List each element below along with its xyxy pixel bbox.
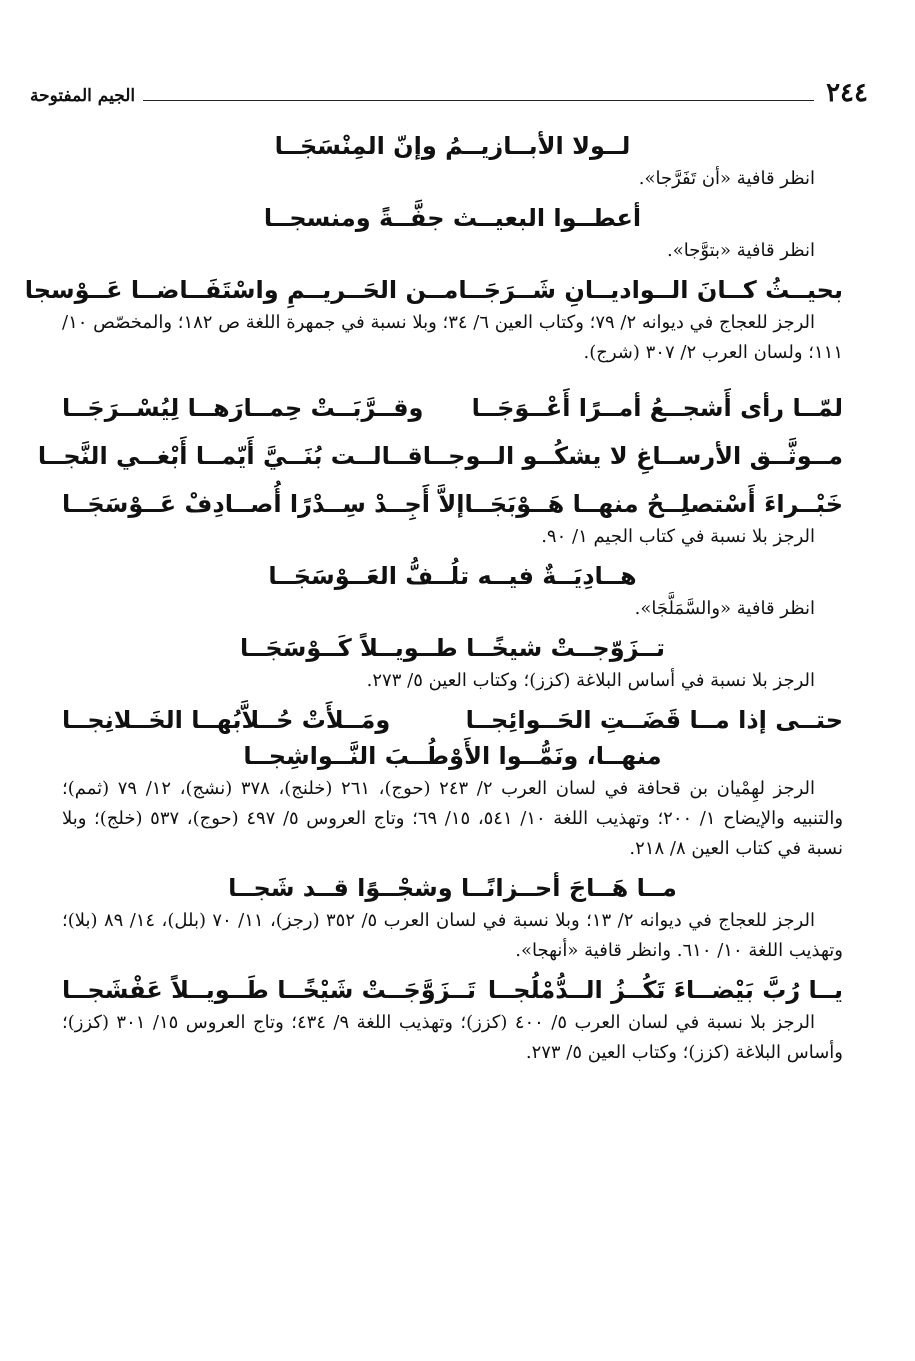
running-title: الجيم المفتوحة <box>30 86 136 106</box>
couplet-5-first-hemistich: حتــى إذا مــا قَضَــتِ الحَــوائِجــا <box>465 706 843 734</box>
couplet-2-first-hemistich: لمّــا رأى أَشجــعُ أمــرًا أَعْــوَجَــا <box>471 394 843 422</box>
couplet-1-first-hemistich: بحيــثُ كــانَ الــواديــانِ شَــرَجَــا <box>458 276 843 304</box>
note-6: الرجز بلا نسبة في أساس البلاغة (كزز)؛ وكتاب العين ٥/ ٢٧٣. <box>366 670 815 691</box>
verse-6: مــا هَــاجَ أحــزانًــا وشجْــوًا قــد شَجــا <box>228 874 677 902</box>
note-8: الرجز للعجاج في ديوانه ٢/ ١٣؛ وبلا نسبة في لسان العرب ٥/ ٣٥٢ (رجز)، ١١/ ٧٠ (بلل)، ١٤/ ٨٩ (بلا)؛ وتهذيب اللغة ١٠/ ٦١٠. وانظر قافية «أنهجا». <box>62 910 843 961</box>
note-3: الرجز للعجاج في ديوانه ٢/ ٧٩؛ وكتاب العين ٦/ ٣٤؛ وبلا نسبة في جمهرة اللغة ص ١٨٢؛ والمخصّص ١٠/ ١١١؛ ولسان العرب ٢/ ٣٠٧ (شرج). <box>62 312 843 363</box>
couplet-1 <box>24 272 843 308</box>
couplet-3-first-hemistich: مــوثَّــق الأرســاغِ لا يشكُــو الــوجــا <box>422 442 843 470</box>
verse-2: أعطــوا البعيــث جفَّــةً ومنسجــا <box>263 204 642 232</box>
page-header <box>30 76 868 106</box>
note-2: انظر قافية «بتوَّجا». <box>666 240 815 261</box>
page-number: ٢٤٤ <box>826 78 868 108</box>
note-9: الرجز بلا نسبة في لسان العرب ٥/ ٤٠٠ (كزز)؛ وتهذيب اللغة ٩/ ٤٣٤؛ وتاج العروس ١٥/ ٣٠١ (كزز)؛ وأساس البلاغة (كزز)؛ وكتاب العين ٥/ ٢٧٣. <box>62 1012 843 1063</box>
verse-4: تــزَوّجــتْ شيخًــا طــويــلاً كَــوْسَجَــا <box>240 634 665 662</box>
couplet-5-second-hemistich: ومَــلأَتْ حُــلاَّبُهــا الخَــلانِجــا <box>62 706 391 734</box>
couplet-2-second-hemistich: وقــرَّبَــتْ حِمــارَهــا لِيُسْــرَجَــا <box>62 394 424 422</box>
note-4: الرجز بلا نسبة في كتاب الجيم ١/ ٩٠. <box>541 526 815 547</box>
couplet-6-second-hemistich: تَــزَوَّجَــتْ شَيْخًــا طَــويــلاً عَفْشَجــا <box>62 976 477 1004</box>
couplet-1-second-hemistich: مــن الحَــريــمِ واسْتَفَــاضــا عَــوْسجا <box>24 276 459 304</box>
couplet-4-first-hemistich: خَبْــراءَ أَسْتصلِــحُ منهــا هَــوْبَجَــا <box>464 490 843 518</box>
couplet-5 <box>62 702 843 738</box>
note-7: الرجز لهِمْيان بن قحافة في لسان العرب ٢/ ٢٤٣ (حوج)، ٢٦١ (خلنج)، ٣٧٨ (نشج)، ١٢/ ٧٩ (ثمم)؛ والتنبيه والإيضاح ١/ ٢٠٠؛ وتهذيب اللغة ١٠/ ٥٤١، ١٥/ ٦٩؛ وتاج العروس ٥/ ٤٩٧ (حوج)، ٥٣٧ (خلج)؛ وبلا نسبة في كتاب العين ٨/ ٢١٨. <box>62 778 844 859</box>
couplet-6 <box>62 972 843 1008</box>
couplet-4-second-hemistich: إلاَّ أَجِــدْ سِــدْرًا أُصــادِفْ عَــوْسَجَــا <box>62 490 465 518</box>
couplet-3-second-hemistich: قــالــت بُنَــيَّ أَيّمــا أَبْغــي النَّجــا <box>37 442 423 470</box>
couplet-6-first-hemistich: يــا رُبَّ بَيْضــاءَ تَكُــزُ الــدُّمْلُجــا <box>487 976 843 1004</box>
verse-3: هــادِيَــةٌ فيــه تلُــفُّ العَــوْسَجَــا <box>268 562 637 590</box>
header-rule <box>143 100 814 101</box>
couplet-4 <box>62 486 843 522</box>
note-1: انظر قافية «أن تَفَرَّجا». <box>638 168 815 189</box>
note-5: انظر قافية «والسَّمَلَّجَا». <box>634 598 815 619</box>
couplet-3 <box>37 438 843 474</box>
verse-5: منهــا، ونَمُّــوا الأَوْطُــبَ النَّــواشِجــا <box>243 742 662 770</box>
couplet-2 <box>62 390 843 426</box>
verse-1: لــولا الأبــازيــمُ وإنّ المِنْسَجَــا <box>274 132 631 160</box>
